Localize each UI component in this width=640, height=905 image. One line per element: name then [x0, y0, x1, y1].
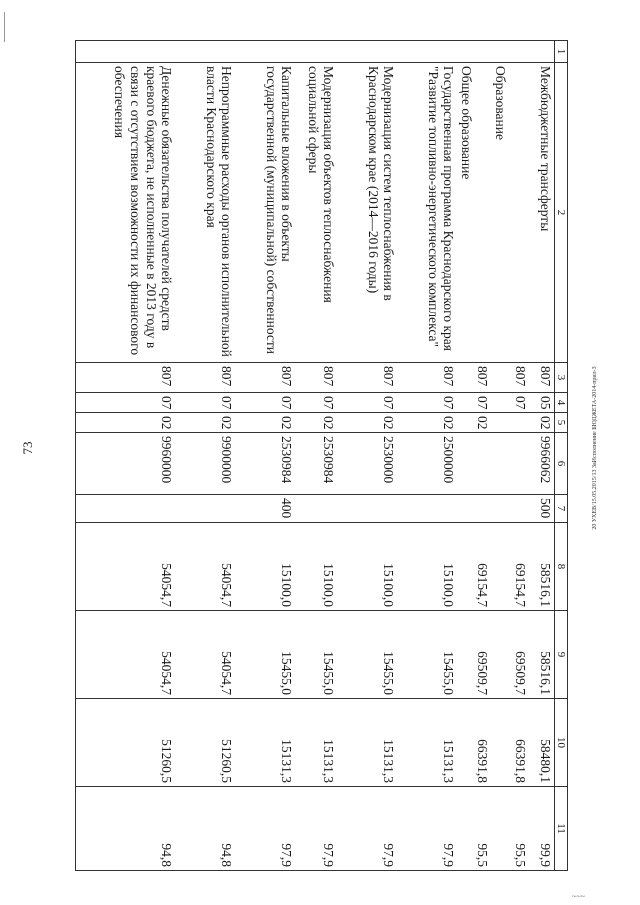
- col7-cell: [176, 495, 236, 523]
- col8-cell: 69154,7: [492, 523, 530, 611]
- col11-cell: 95,5: [492, 787, 530, 871]
- col3-cell: 807: [492, 363, 530, 393]
- col10-cell: 15131,3: [398, 699, 458, 787]
- col4-cell: 05: [530, 393, 555, 413]
- bottom-scan-mark: ~~~: [572, 892, 585, 901]
- col4-cell: 07: [176, 393, 236, 413]
- col6-cell: 2530984: [236, 433, 296, 495]
- table-row: [176, 41, 236, 871]
- col3-cell: 807: [458, 363, 492, 393]
- col9-cell: 15455,0: [338, 611, 398, 699]
- col-header-1: 1: [555, 41, 568, 63]
- col7-cell: [458, 495, 492, 523]
- col7-cell: [398, 495, 458, 523]
- row-index-cell: [530, 41, 555, 63]
- col8-cell: 15100,0: [296, 523, 338, 611]
- col-header-5: 5: [555, 413, 568, 433]
- table-row: [236, 41, 296, 871]
- col3-cell: 807: [236, 363, 296, 393]
- col4-cell: 07: [458, 393, 492, 413]
- row-name: Государственная программа Краснодарского края "Развитие топливно-энергетического комплекса": [398, 63, 458, 363]
- col5-cell: 02: [338, 413, 398, 433]
- col11-cell: 95,5: [458, 787, 492, 871]
- col6-cell: [458, 433, 492, 495]
- row-index-cell: [296, 41, 338, 63]
- col6-cell: 2500000: [398, 433, 458, 495]
- col9-cell: 15455,0: [398, 611, 458, 699]
- col6-cell: 9900000: [176, 433, 236, 495]
- col3-cell: 807: [176, 363, 236, 393]
- col3-cell: 807: [296, 363, 338, 393]
- col5-cell: 02: [458, 413, 492, 433]
- col4-cell: 07: [236, 393, 296, 413]
- col8-cell: 15100,0: [398, 523, 458, 611]
- col7-cell: 500: [530, 495, 555, 523]
- row-name: Межбюджетные трансферты: [530, 63, 555, 363]
- budget-table: [75, 40, 568, 871]
- col11-cell: 97,9: [398, 787, 458, 871]
- col10-cell: 66391,8: [492, 699, 530, 787]
- col9-cell: 15455,0: [236, 611, 296, 699]
- col11-cell: 94,8: [76, 787, 176, 871]
- footer-file-note: 20 УХЕВ/15.05.2015/13 ЗаИсполнение БЮДЖЕТА-2014-прил-3: [592, 366, 598, 530]
- col7-cell: [492, 495, 530, 523]
- col5-cell: 02: [296, 413, 338, 433]
- col8-cell: 54054,7: [176, 523, 236, 611]
- col5-cell: 02: [236, 413, 296, 433]
- col10-cell: 15131,3: [338, 699, 398, 787]
- col7-cell: [76, 495, 176, 523]
- col6-cell: 9966062: [530, 433, 555, 495]
- col11-cell: 99,9: [530, 787, 555, 871]
- row-index-cell: [176, 41, 236, 63]
- col-header-10: 10: [555, 699, 568, 787]
- col10-cell: 51260,5: [76, 699, 176, 787]
- col10-cell: 66391,8: [458, 699, 492, 787]
- row-index-cell: [76, 41, 176, 63]
- col5-cell: 02: [530, 413, 555, 433]
- scan-edge-mark: [4, 12, 5, 42]
- col9-cell: 69509,7: [458, 611, 492, 699]
- row-index-cell: [338, 41, 398, 63]
- col9-cell: 69509,7: [492, 611, 530, 699]
- col6-cell: 9960000: [76, 433, 176, 495]
- rotated-table-wrapper: [65, 40, 568, 870]
- table-row: [492, 41, 530, 871]
- page-number: 73: [20, 441, 35, 455]
- row-name: Денежные обязательства получателей средств краевого бюджета, не исполненные в 2013 году в связи с отсутствием возможности их финансового обеспечения: [76, 63, 176, 363]
- row-name: Модернизация объектов теплоснабжения социальной сферы: [296, 63, 338, 363]
- col4-cell: 07: [492, 393, 530, 413]
- row-name: Капитальные вложения в объекты государственной (муниципальной) собственности: [236, 63, 296, 363]
- col6-cell: 2530000: [338, 433, 398, 495]
- col7-cell: [296, 495, 338, 523]
- row-index-cell: [236, 41, 296, 63]
- col-header-2: 2: [555, 63, 568, 363]
- col-header-9: 9: [555, 611, 568, 699]
- row-index-cell: [398, 41, 458, 63]
- col11-cell: 97,9: [296, 787, 338, 871]
- row-index-cell: [458, 41, 492, 63]
- col9-cell: 54054,7: [76, 611, 176, 699]
- col-header-7: 7: [555, 495, 568, 523]
- col11-cell: 94,8: [176, 787, 236, 871]
- col5-cell: [492, 413, 530, 433]
- table-row: [296, 41, 338, 871]
- col8-cell: 58516,1: [530, 523, 555, 611]
- col-header-3: 3: [555, 363, 568, 393]
- col-header-6: 6: [555, 433, 568, 495]
- table-row: [458, 41, 492, 871]
- col11-cell: 97,9: [236, 787, 296, 871]
- col5-cell: 02: [398, 413, 458, 433]
- col-header-8: 8: [555, 523, 568, 611]
- col9-cell: 15455,0: [296, 611, 338, 699]
- table-row: [530, 41, 555, 871]
- col3-cell: 807: [530, 363, 555, 393]
- col3-cell: 807: [398, 363, 458, 393]
- col5-cell: 02: [176, 413, 236, 433]
- col3-cell: 807: [76, 363, 176, 393]
- col9-cell: 58516,1: [530, 611, 555, 699]
- col11-cell: 97,9: [338, 787, 398, 871]
- table-row: [398, 41, 458, 871]
- col-header-4: 4: [555, 393, 568, 413]
- col10-cell: 15131,3: [296, 699, 338, 787]
- col5-cell: 02: [76, 413, 176, 433]
- header-row: [555, 41, 568, 871]
- col6-cell: [492, 433, 530, 495]
- table-row: [76, 41, 176, 871]
- row-name: Образование: [492, 63, 530, 363]
- col3-cell: 807: [338, 363, 398, 393]
- col-header-11: 11: [555, 787, 568, 871]
- row-name: Непрограммные расходы органов исполнительной власти Краснодарского края: [176, 63, 236, 363]
- col8-cell: 15100,0: [236, 523, 296, 611]
- col4-cell: 07: [398, 393, 458, 413]
- row-name: Общее образование: [458, 63, 492, 363]
- col6-cell: 2530984: [296, 433, 338, 495]
- col10-cell: 51260,5: [176, 699, 236, 787]
- col7-cell: 400: [236, 495, 296, 523]
- col10-cell: 15131,3: [236, 699, 296, 787]
- col4-cell: 07: [338, 393, 398, 413]
- col8-cell: 69154,7: [458, 523, 492, 611]
- row-index-cell: [492, 41, 530, 63]
- col9-cell: 54054,7: [176, 611, 236, 699]
- col8-cell: 54054,7: [76, 523, 176, 611]
- col7-cell: [338, 495, 398, 523]
- col8-cell: 15100,0: [338, 523, 398, 611]
- col10-cell: 58480,1: [530, 699, 555, 787]
- table-row: [338, 41, 398, 871]
- col4-cell: 07: [76, 393, 176, 413]
- row-name: Модернизация систем теплоснабжения в Краснодарском крае (2014—2016 годы): [338, 63, 398, 363]
- col4-cell: 07: [296, 393, 338, 413]
